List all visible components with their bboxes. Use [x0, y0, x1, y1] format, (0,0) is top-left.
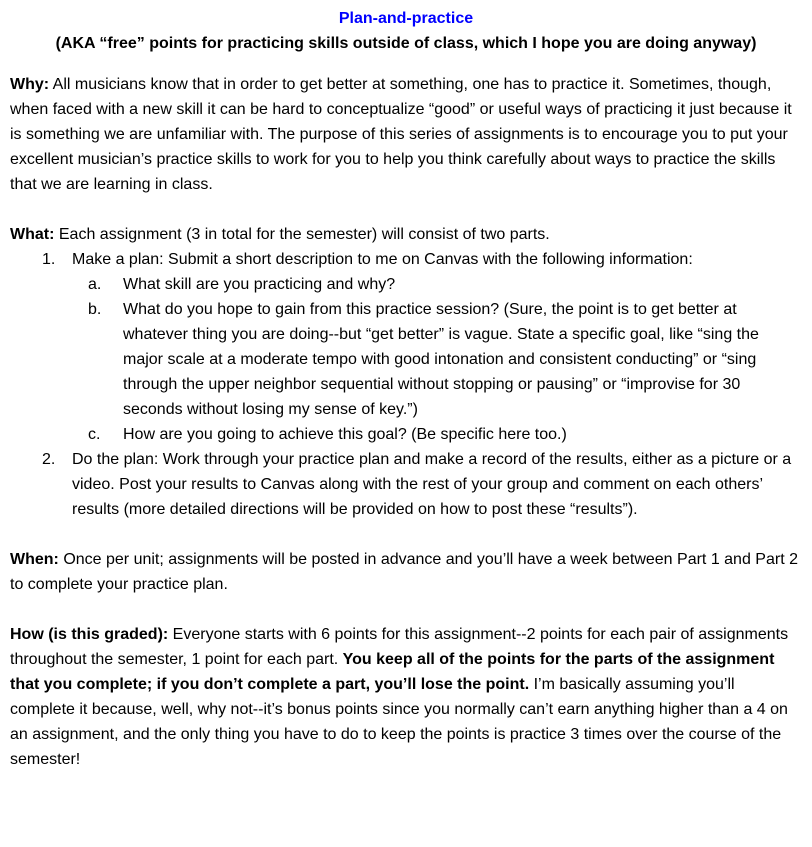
what-label: What:: [10, 226, 55, 243]
list-item-goal-question: [10, 297, 802, 422]
list-item-achieve-question: [10, 422, 802, 447]
why-label: Why:: [10, 76, 50, 93]
list-marker: b.: [88, 301, 102, 318]
list-item-text: Do the plan: Work through your practice plan and make a record of the results, either as a picture or a video. Post your results to Canvas along with the rest of your group and comment on each others’ results (more detailed directions will be provided on how to post these “results”).: [72, 451, 792, 518]
how-text-before-bold: Everyone starts with 6 points for this assignment--2 points for each pair of assignments throughout the semester, 1 point for each part.: [10, 626, 789, 668]
list-item-text: What skill are you practicing and why?: [123, 276, 396, 293]
why-text: All musicians know that in order to get better at something, one has to practice it. Sometimes, though, when faced with a new skill it can be hard to conceptualize “good” or useful ways of practicing it just because it is something we are unfamiliar with. The purpose of this series of assignments is to encourage you to put your excellent musician’s practice skills to work for you to help you think carefully about ways to practice the skills that we are learning in class.: [10, 76, 792, 193]
how-label: How (is this graded):: [10, 626, 169, 643]
list-item-skill-question: [10, 272, 802, 297]
document-subtitle: (AKA “free” points for practicing skills outside of class, which I hope you are doing anyway): [55, 35, 757, 52]
how-bold-text: You keep all of the points for the parts of the assignment that you complete; if you don’t complete a part, you’ll lose the point.: [10, 651, 775, 693]
how-graded-paragraph: [10, 622, 802, 772]
list-item-make-a-plan: [10, 247, 802, 272]
when-paragraph: [10, 547, 802, 597]
assignment-steps-list: [10, 247, 802, 522]
list-item-text: How are you going to achieve this goal? (Be specific here too.): [123, 426, 567, 443]
what-paragraph: [10, 222, 802, 247]
document-title: Plan-and-practice: [338, 10, 474, 27]
when-text: Once per unit; assignments will be posted in advance and you’ll have a week between Part 1 and Part 2 to complete your practice plan.: [10, 551, 798, 593]
how-text-after-bold: I’m basically assuming you’ll complete it because, well, why not--it’s bonus points since you normally can’t earn anything higher than a 4 on an assignment, and the only thing you have to do to keep the points is practice 3 times over the course of the semester!: [10, 676, 788, 768]
list-marker: a.: [88, 276, 102, 293]
why-paragraph: [10, 72, 802, 197]
list-item-text: What do you hope to gain from this practice session? (Sure, the point is to get better at whatever thing you are doing--but “get better” is vague. State a specific goal, like “sing the major scale at a moderate tempo with good intonation and consistent conducting” or “sing through the upper neighbor sequential without stopping or pausing” or “improvise for 30 seconds without losing my sense of key.”): [123, 301, 759, 418]
when-label: When:: [10, 551, 59, 568]
what-text: Each assignment (3 in total for the semester) will consist of two parts.: [54, 226, 550, 243]
list-item-text: Make a plan: Submit a short description to me on Canvas with the following information:: [72, 251, 693, 268]
list-marker: c.: [88, 426, 101, 443]
list-marker: 2.: [42, 451, 56, 468]
list-item-do-the-plan: [10, 447, 802, 522]
list-marker: 1.: [42, 251, 56, 268]
